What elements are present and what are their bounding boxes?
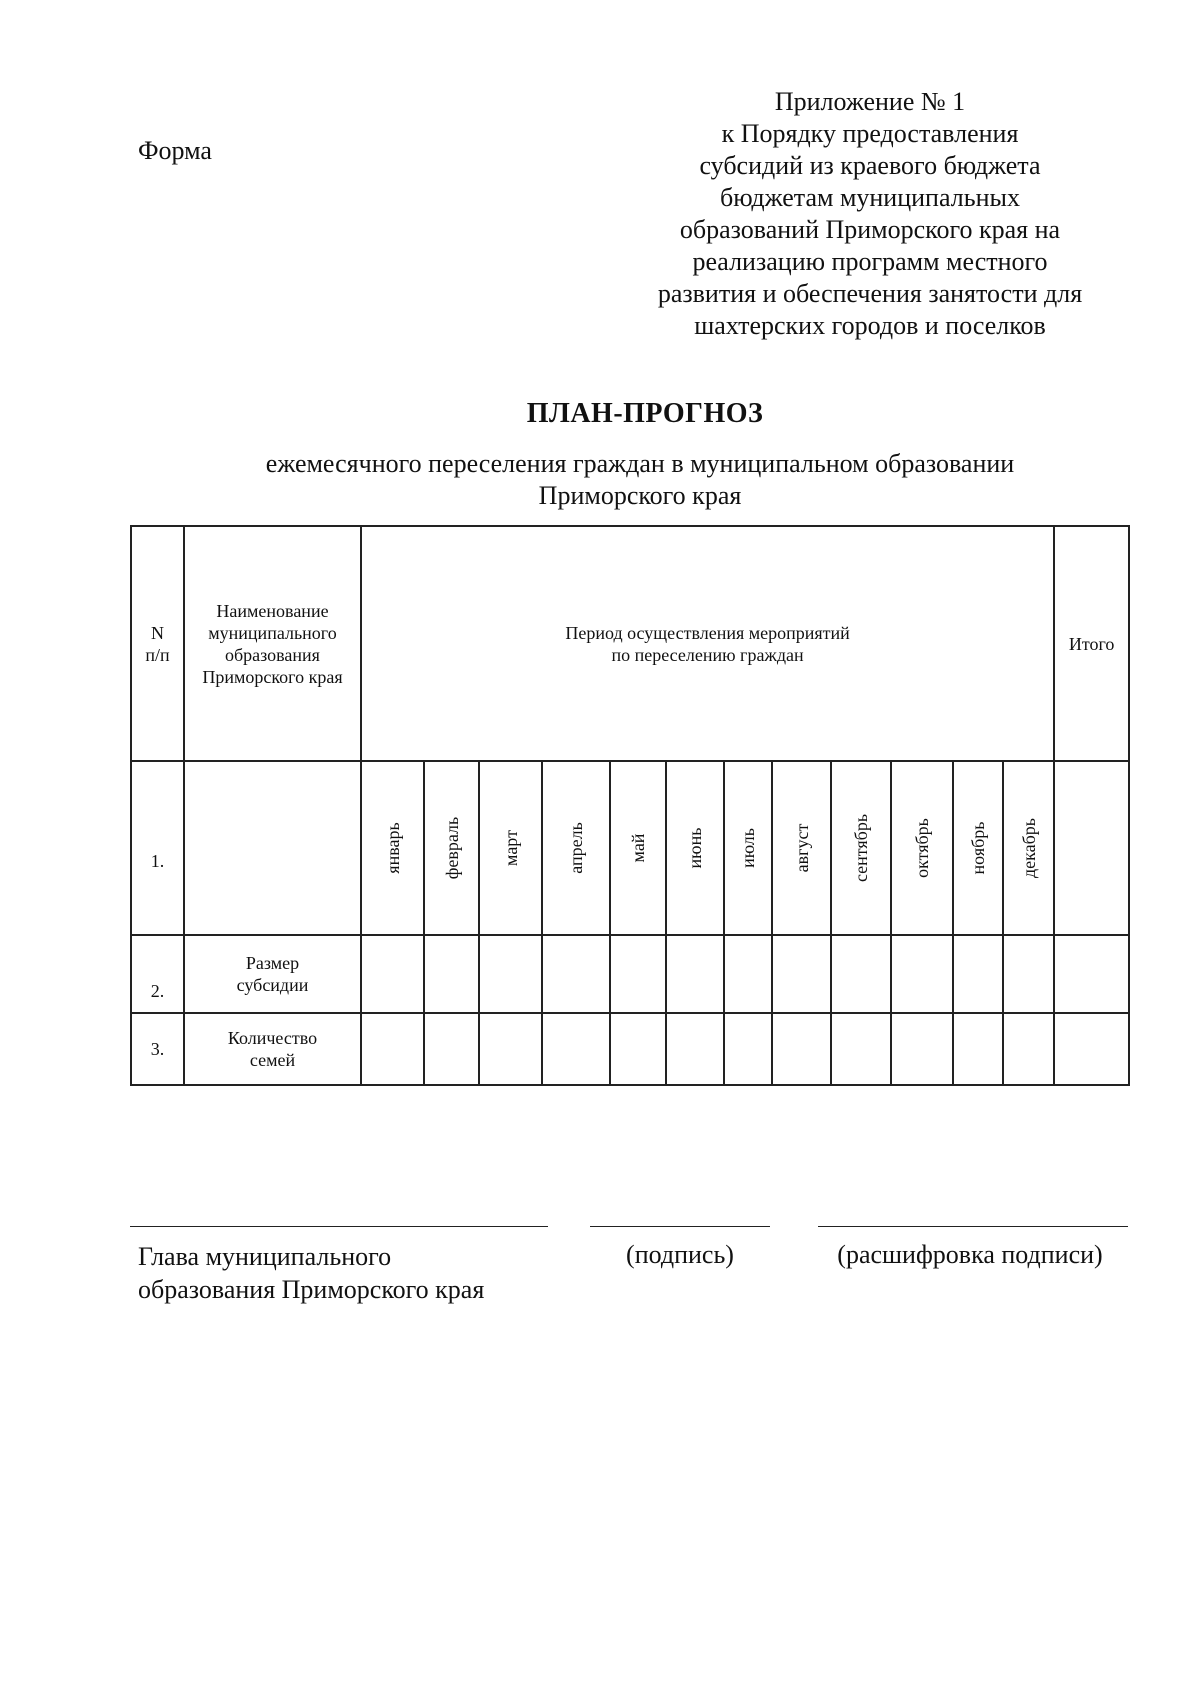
- value-cell: [724, 1013, 772, 1085]
- month-february: [424, 761, 479, 935]
- appendix-line: образований Приморского края на: [679, 215, 1061, 244]
- row-name-cell: [184, 935, 361, 1013]
- month-label: апрель: [566, 822, 586, 874]
- value-cell: [772, 1013, 831, 1085]
- value-cell: [1003, 1013, 1054, 1085]
- month-august: [772, 761, 831, 935]
- month-label: май: [628, 833, 648, 863]
- header-num-line: N: [151, 622, 164, 643]
- header-num: [131, 526, 184, 761]
- appendix-line: субсидий из краевого бюджета: [699, 151, 1041, 180]
- value-cell: [831, 1013, 891, 1085]
- month-label: октябрь: [912, 818, 932, 878]
- row-number: 2.: [131, 935, 184, 1013]
- table-row: [131, 1013, 1129, 1085]
- header-name-line: Приморского края: [202, 666, 343, 687]
- value-cell: [953, 1013, 1003, 1085]
- table-row: [131, 761, 1129, 935]
- header-name-line: Наименование: [216, 600, 329, 621]
- head-caption-line: Глава муниципального: [138, 1242, 392, 1271]
- month-september: [831, 761, 891, 935]
- table-row: [131, 935, 1129, 1013]
- appendix-line: шахтерских городов и поселков: [694, 311, 1046, 340]
- month-label: март: [500, 830, 521, 866]
- value-cell: [361, 1013, 424, 1085]
- document-title: ПЛАН-ПРОГНОЗ: [526, 398, 764, 429]
- row-name-line: субсидии: [236, 975, 309, 995]
- month-label: июль: [738, 828, 758, 868]
- month-label: август: [791, 823, 812, 873]
- month-label: июнь: [685, 827, 705, 869]
- header-period-line: по переселению граждан: [611, 644, 804, 665]
- value-cell: [479, 935, 542, 1013]
- month-label: январь: [382, 822, 403, 874]
- value-cell: [361, 935, 424, 1013]
- appendix-line: бюджетам муниципальных: [720, 183, 1020, 212]
- form-label: Форма: [138, 136, 212, 165]
- header-period-line: Период осуществления мероприятий: [565, 622, 850, 643]
- month-march: [479, 761, 542, 935]
- month-label: сентябрь: [851, 813, 871, 883]
- value-cell: [479, 1013, 542, 1085]
- appendix-line: реализацию программ местного: [692, 247, 1048, 276]
- value-cell: [666, 1013, 724, 1085]
- appendix-line: к Порядку предоставления: [721, 119, 1019, 148]
- header-period: [361, 526, 1054, 761]
- signature-caption: (подпись): [626, 1240, 734, 1269]
- month-july: [724, 761, 772, 935]
- row-name-line: Размер: [245, 953, 300, 973]
- appendix-line: Приложение № 1: [774, 87, 966, 116]
- month-label: декабрь: [1018, 818, 1039, 878]
- total-cell: [1054, 1013, 1129, 1085]
- value-cell: [424, 935, 479, 1013]
- document-subtitle: [170, 448, 1110, 512]
- value-cell: [666, 935, 724, 1013]
- month-june: [666, 761, 724, 935]
- decode-signature-line: [818, 1226, 1128, 1227]
- header-name-line: муниципального: [208, 622, 337, 643]
- header-num-line: п/п: [145, 644, 170, 665]
- value-cell: [542, 935, 610, 1013]
- subtitle-line: Приморского края: [538, 481, 742, 510]
- month-label: февраль: [441, 816, 462, 880]
- row-name-cell: [184, 761, 361, 935]
- head-signature-line: [130, 1226, 548, 1227]
- value-cell: [424, 1013, 479, 1085]
- month-label: ноябрь: [968, 821, 988, 875]
- signature-line: [590, 1226, 770, 1227]
- value-cell: [610, 935, 666, 1013]
- plan-table: [130, 525, 1130, 1086]
- row-name-line: Количество: [227, 1028, 318, 1048]
- value-cell: [953, 935, 1003, 1013]
- month-october: [891, 761, 953, 935]
- table-header-row: [131, 526, 1129, 761]
- row-number: 1.: [131, 761, 184, 935]
- month-may: [610, 761, 666, 935]
- header-total: Итого: [1054, 526, 1129, 761]
- value-cell: [724, 935, 772, 1013]
- header-name-line: образования: [225, 644, 320, 665]
- month-november: [953, 761, 1003, 935]
- value-cell: [891, 935, 953, 1013]
- month-april: [542, 761, 610, 935]
- row-name-line: семей: [249, 1050, 296, 1070]
- row-name-cell: [184, 1013, 361, 1085]
- subtitle-line: ежемесячного переселения граждан в муниципальном образовании: [265, 449, 1015, 478]
- appendix-block: [620, 86, 1120, 342]
- month-december: [1003, 761, 1054, 935]
- signature-decode-caption: (расшифровка подписи): [837, 1240, 1103, 1269]
- value-cell: [1003, 935, 1054, 1013]
- value-cell: [891, 1013, 953, 1085]
- header-name: [184, 526, 361, 761]
- total-cell: [1054, 761, 1129, 935]
- head-caption: [138, 1240, 548, 1306]
- value-cell: [542, 1013, 610, 1085]
- total-cell: [1054, 935, 1129, 1013]
- value-cell: [831, 935, 891, 1013]
- month-january: [361, 761, 424, 935]
- value-cell: [610, 1013, 666, 1085]
- head-caption-line: образования Приморского края: [138, 1275, 485, 1304]
- value-cell: [772, 935, 831, 1013]
- row-number: 3.: [131, 1013, 184, 1085]
- appendix-line: развития и обеспечения занятости для: [657, 279, 1083, 308]
